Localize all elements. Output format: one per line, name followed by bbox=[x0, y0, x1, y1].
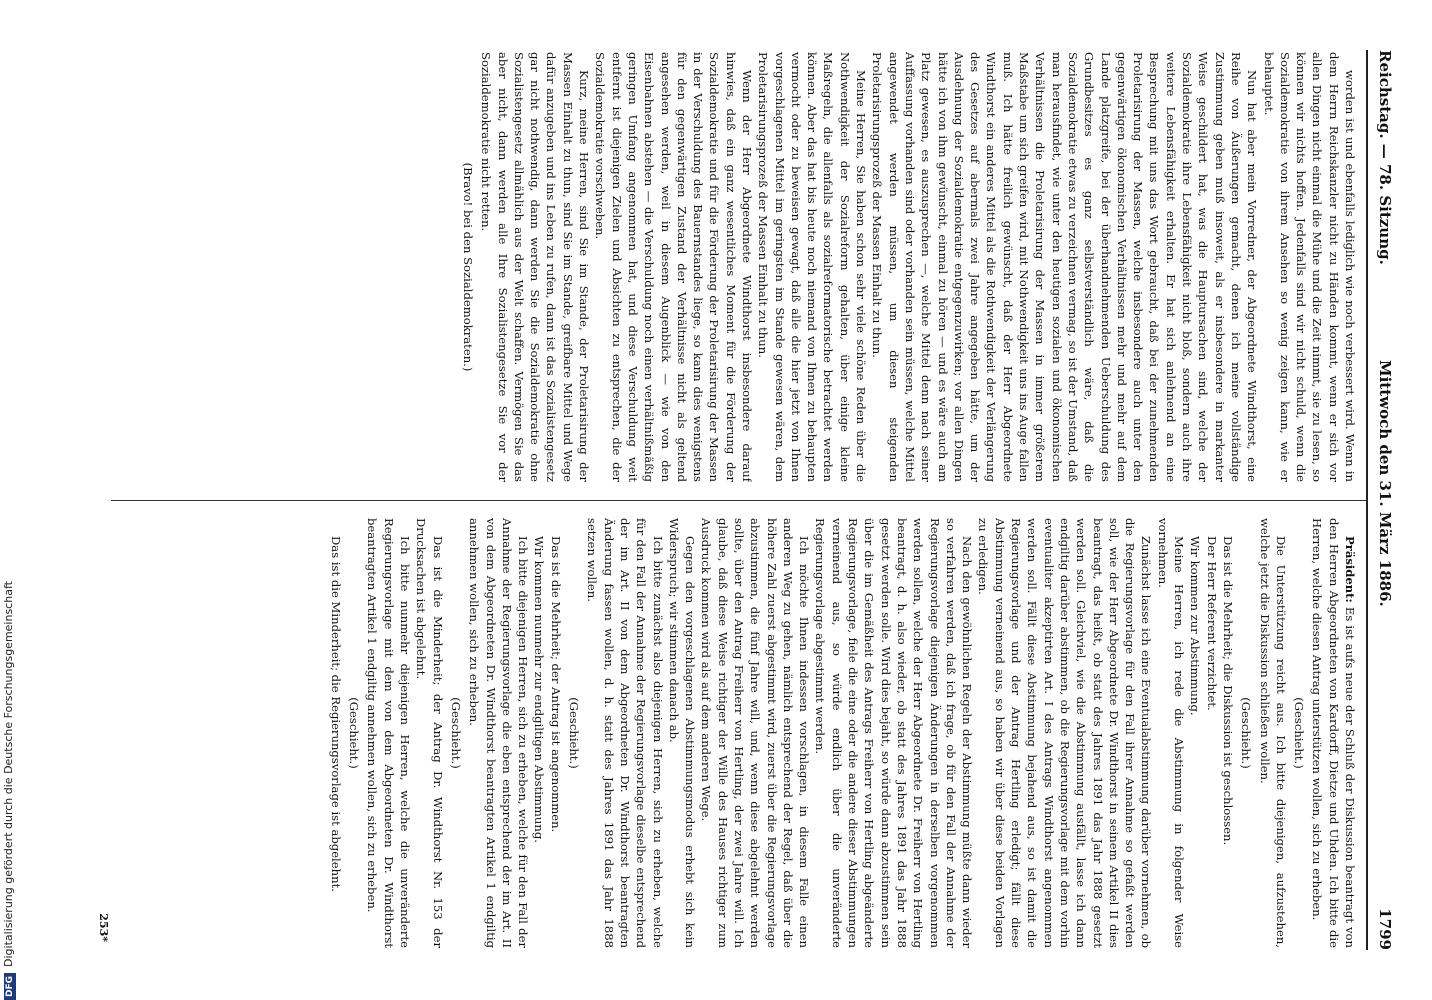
signature-mark: 253* bbox=[97, 913, 110, 942]
column-divider bbox=[111, 500, 1366, 501]
footer-text-wrap bbox=[2, 581, 16, 1000]
right-paragraph: Nach den gewöhnlichen Regeln der Abstimmung müßte dann wieder so verfahren werden, daß ich frage, ob für den Fall der Annahme der Regierungsvorlage diejenigen Änderungen in derselben vorgenommen werden sollen, welche der Herr Abgeordnete Dr. Freiherr von Hertling beantragt, d. h. also wieder, ob statt des Jahres 1891 das Jahr 1888 gesetzt werden solle. Wird dies bejaht, so würde dann abzustimmen sein über die im Gemäßheit des Antrags Freiherr von Hertling abgeänderte Regierungsvorlage, fiele die eine oder die andere dieser Abstimmungen verneinend aus, so würde endlich über die unveränderte Regierungsvorlage abgestimmt werden. bbox=[813, 518, 975, 948]
header-date: Mittwoch den 31. März 1886. bbox=[1376, 360, 1394, 607]
right-paragraph: Der Herr Referent verzichtet. bbox=[1204, 536, 1219, 711]
speaker-label: Präsident: bbox=[1343, 536, 1357, 603]
president-paragraph bbox=[1309, 518, 1358, 948]
right-paragraph: Gegen den vorgeschlagenen Abstimmungsmodus erhebt sich kein Widerspruch; wir stimmen danach ab. bbox=[666, 518, 698, 948]
stage-note: (Geschieht.) bbox=[567, 697, 582, 769]
stage-note: (Geschieht.) bbox=[1239, 697, 1254, 769]
footer-text: Digitalisierung gefördert durch die Deutsche Forschungsgemeinschaft bbox=[2, 581, 15, 967]
stage-note: (Geschieht.) bbox=[448, 697, 463, 769]
right-paragraph: Ich bitte diejenigen Herren, sich zu erheben, welche für den Fall der Annahme der Regierungsvorlage die eben entsprechend der im Art. II von dem Abgeordneten Dr. Windthorst beantragten Artikel 1 endgiltig annehmen wollen, sich zu erheben. bbox=[467, 518, 531, 948]
right-paragraph: Meine Herren, ich rede die Abstimmung in folgender Weise vornehmen. bbox=[1155, 518, 1187, 948]
left-paragraph: worden ist und ebenfalls lediglich wie noch verbessert wird. Wenn in dem Herrn Reichskanzler nicht zu Händen kommt, wenn er sich vor allen Dingen nicht einmal die Mühe und die Zeit nimmt, sie zu lesen, so können wir nichts hoffen. Jedenfalls sind wir nicht schuld, wenn die Sozialdemokratie von ihrem Ansehen so wenig zeigen kann, wie er behauptet. bbox=[1261, 52, 1357, 482]
right-paragraph: Das ist die Minderheit; der Antrag Dr. Windthorst Nr. 153 der Drucksachen ist abgelehnt. bbox=[414, 518, 445, 948]
right-paragraph: Wir kommen zur Abstimmung. bbox=[1188, 536, 1203, 716]
left-paragraph: Wenn der Herr Abgeordnete Windthorst insbesondere darauf hinwies, daß ein ganz wesentliches Moment für die Förderung der Sozialdemokratie und für die Förderung der Proletarisirung der Massen in der Verschuldung des Bauernstandes liege, so kann dies wenigstens für den gegenwärtigen Zustand der Verhältnisse nicht als geltend angesehen werden, weil in diesem Augenblick — wie von den Eisenbahnen abstehen — die Verschuldung noch einen verhältnißmäßig geringen Umfang angenommen hat, und diese Verschuldung weit entfernt ist diejenigen Zielen und Absichten zu entsprechen, die der Sozialdemokratie vorschweben. bbox=[593, 52, 755, 482]
right-paragraph: Das ist die Minderheit; die Regierungsvorlage ist abgelehnt. bbox=[328, 536, 343, 892]
page-header bbox=[1370, 50, 1398, 950]
stage-note: (Geschieht.) bbox=[347, 697, 362, 769]
right-paragraph: Ich bitte nunmehr diejenigen Herren, welche die unveränderte Regierungsvorlage mit dem von dem Abgeordneten Dr. Windthorst beantragten Artikel 1 endgiltig annehmen wollen, sich zu erheben. bbox=[365, 518, 413, 948]
header-session: Reichstag. — 78. Sitzung. bbox=[1376, 50, 1394, 265]
stage-note: (Geschieht.) bbox=[1292, 697, 1307, 769]
dfg-logo: DFG bbox=[4, 973, 16, 1000]
right-paragraph: Zunächst lasse ich eine Eventualabstimmung darüber vornehmen, ob die Regierungsvorlage für den Fall ihrer Annahme so gefaßt werden soll, wie der Herr Abgeordnete Dr. Windthorst in seinem Artikel II dies beantragt, das heißt, ob statt des Jahres 1891 das Jahr 1888 gesetzt werden soll. Gleichviel, wie die Abstimmung ausfällt, lasse ich dann endgiltig darüber abstimmen, ob die Regierungsvorlage mit dem vorhin eventualiter akzeptirten Art. I des Antrags Windthorst angenommen werden soll. Fällt diese Abstimmung bejahend aus, so ist damit die Regierungsvorlage und der Antrag Hertling erledigt; fällt diese Abstimmung verneinend aus, so haben wir über diese beiden Vorlagen zu erledigen. bbox=[976, 518, 1154, 948]
left-column bbox=[113, 52, 1358, 482]
right-paragraph: Wir kommen nunmehr zur endgiltigen Abstimmung. bbox=[532, 536, 547, 843]
right-paragraph: Das ist die Mehrheit; die Diskussion ist geschlossen. bbox=[1220, 536, 1235, 846]
right-paragraph: Die Unterstützung reicht aus. Ich bitte diejenigen, aufzustehen, welche jetzt die Diskussion schließen wollen. bbox=[1257, 518, 1288, 948]
president-text: Es ist aufs neue der Schluß der Diskussion beantragt von den Herren Abgeordneten von Kardorff, Dietze und Uhden. Ich bitte die Herren, welche diesen Antrag unterstützen wollen, sich zu erheben. bbox=[1310, 518, 1357, 948]
right-paragraph: Ich bitte zunächst also diejenigen Herren, sich zu erheben, welche für den Fall der Annahme der Regierungsvorlage dieselbe entsprechend der im Art. II von dem Abgeordneten Dr. Windthorst beantragten Änderung fassen wollen, d. h. statt des Jahres 1891 das Jahr 1888 setzen wollen. bbox=[585, 518, 665, 948]
applause-note: (Bravo! bei den Sozialdemokraten.) bbox=[460, 162, 475, 372]
right-paragraph: Ich möchte Ihnen indessen vorschlagen, in diesem Falle einen anderen Weg zu gehen, nämlich entsprechend der Regel, daß über die höhere Zahl zuerst abgestimmt wird, zuerst über die Regierungsvorlage abzustimmen, die fünf Jahre will, und, wenn diese abgelehnt werden sollte, über den Antrag Freiherr von Hertling, der zwei Jahre will. Ich glaube, daß diese Weise richtiger der Wille des Hauses richtiger zum Ausdruck kommen wird als auf dem anderen Wege. bbox=[699, 518, 812, 948]
left-paragraph: Kurz, meine Herren, sind Sie im Stande, der Proletarisirung der Massen Einhalt zu thun, sind Sie im Stande, greifbare Mittel und Wege dafür anzugeben und ins Leben zu rufen, dann ist das Sozialistengesetz gar nicht nothwendig, dann werden Sie die Sozialdemokratie ohne Sozialistengesetz allmählich aus der Welt schaffen. Vermögen Sie das aber nicht, dann werden alle Ihre Sozialistengesetze Sie vor der Sozialdemokratie nicht retten. bbox=[479, 52, 592, 482]
right-column bbox=[113, 518, 1358, 948]
header-rule bbox=[1366, 50, 1368, 950]
left-paragraph: Nun hat aber mein Vorredner, der Abgeordnete Windthorst, eine Reihe von Äußerungen gemacht, denen ich meine vollständige Zustimmung geben muß insoweit, als er insbesondere in markanter Weise geschildert hat, was die Hauptursachen sind, welche der Sozialdemokratie ihre Lebensfähigkeit nicht bloß, sondern auch ihre weitere Lebensfähigkeit erhalten. Er hat sich anlehnend an eine Besprechung mit uns das Wort gebraucht, daß bei der zunehmenden Proletarisirung der Massen, welche insbesondere auch unter den gegenwärtigen ökonomischen Verhältnissen mehr und mehr auf dem Lande platzgreife, bei der überhandnehmenden Ueberschuldung des Grundbesitzes es ganz selbstverständlich wäre, daß die Sozialdemokratie etwas zu verzeichnen vermag, so ist der Umstand, daß man herausfindet, wie unter den heutigen sozialen und ökonomischen Verhältnissen die Proletarisirung der Massen in immer größerem Maßstabe um sich greifen wird, mit Nothwendigkeit uns ins Auge fallen muß. Ich hätte freilich gewünscht, daß der Herr Abgeordnete Windthorst ein anderes Mittel als die Rothwendigkeit der Verlängerung des Gesetzes auf abermals zwei Jahre angegeben hätte, um der Ausdehnung der Sozialdemokratie entgegenzuwirken; vor allen Dingen hätte ich von ihm gewünscht, einmal zu hören — und es wäre auch am Platz gewesen, es auszusprechen —, welche Mittel denn nach seiner Auffassung vorhanden sind oder vorhanden sein müssen, welche Mittel angewendet werden müssen, um diesen steigenden Proletarisirungsprozeß der Massen Einhalt zu thun. bbox=[870, 52, 1260, 482]
page-number: 1799 bbox=[1376, 908, 1394, 950]
right-paragraph: Das ist die Mehrheit; der Antrag ist angenommen. bbox=[548, 536, 563, 833]
scanned-page bbox=[97, 30, 1400, 970]
left-paragraph: Meine Herren, Sie haben schon sehr viele schöne Reden über die Nothwendigkeit der Sozialreform gehalten, über einige kleine Maßregeln, die allenfalls als sozialreformatorische betrachtet werden können. Aber das hat bis heute noch niemand von Ihnen zu behaupten vermocht oder zu beweisen gewagt, daß alle die hier jetzt von Ihnen vorgeschlagenen Mittel im geringsten im Stande gewesen wären, dem Proletarisirungsprozeß der Massen Einhalt zu thun. bbox=[756, 52, 869, 482]
